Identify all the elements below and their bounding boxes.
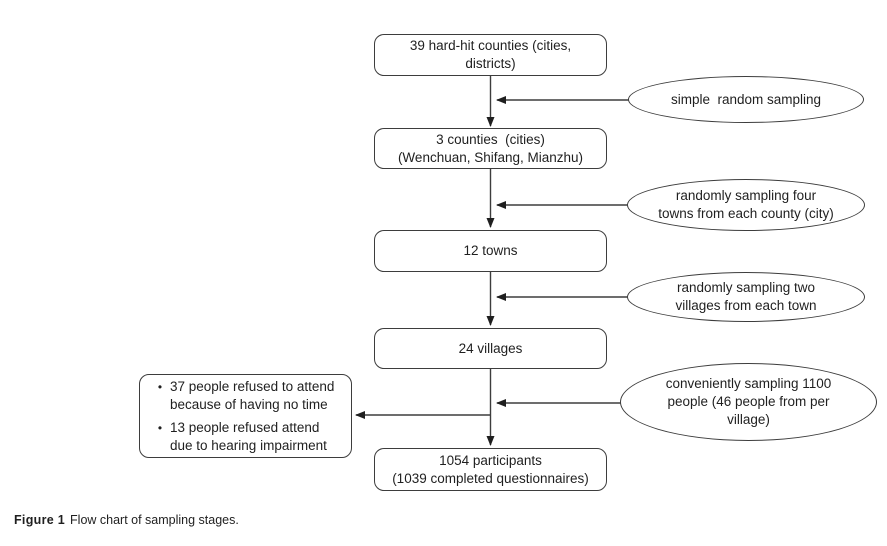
note-text: village) [727, 412, 770, 427]
note-text: villages from each town [675, 298, 817, 313]
stage-box-text: 39 hard-hit counties (cities, [409, 38, 572, 53]
figure-caption [14, 512, 239, 529]
note-ellipse-two-villages [627, 272, 865, 322]
note-text: people (46 people from per [667, 394, 830, 409]
stage-box-text: 12 towns [463, 243, 518, 258]
figure-caption-text: Flow chart of sampling stages. [70, 513, 239, 527]
note-text: randomly sampling two [676, 280, 816, 295]
note-text: conveniently sampling 1100 [665, 376, 832, 391]
note-ellipse-simple-random-sampling [628, 76, 864, 123]
note-text: simple random sampling [670, 91, 822, 107]
stage-box-text: 3 counties (cities) [436, 131, 545, 147]
exclusion-text: 13 people refused attend due to hearing impairment [170, 419, 327, 453]
stage-box-text: (1039 completed questionnaires) [392, 470, 589, 486]
stage-box-text: (Wenchuan, Shifang, Mianzhu) [397, 149, 584, 165]
stage-box-text: 1054 participants [439, 452, 542, 468]
note-ellipse-four-towns [627, 179, 865, 231]
note-text: randomly sampling four [675, 188, 817, 203]
exclusion-item [150, 378, 345, 414]
stage-box-12-towns [374, 230, 607, 272]
stage-box-text: districts) [465, 56, 516, 71]
stage-box-3-counties [374, 128, 607, 169]
exclusion-item [150, 419, 345, 455]
exclusion-text: 37 people refused to attend because of having no time [170, 378, 335, 412]
stage-box-text: 24 villages [458, 340, 523, 356]
stage-box-39-counties [374, 34, 607, 76]
stage-box-1054-participants [374, 448, 607, 491]
exclusion-box [139, 374, 352, 458]
note-ellipse-1100-people [620, 363, 877, 441]
figure-caption-label: Figure 1 [14, 513, 66, 527]
bullet-icon: • [157, 420, 163, 435]
bullet-icon: • [157, 379, 163, 394]
note-text: towns from each county (city) [658, 206, 834, 221]
stage-box-24-villages [374, 328, 607, 369]
